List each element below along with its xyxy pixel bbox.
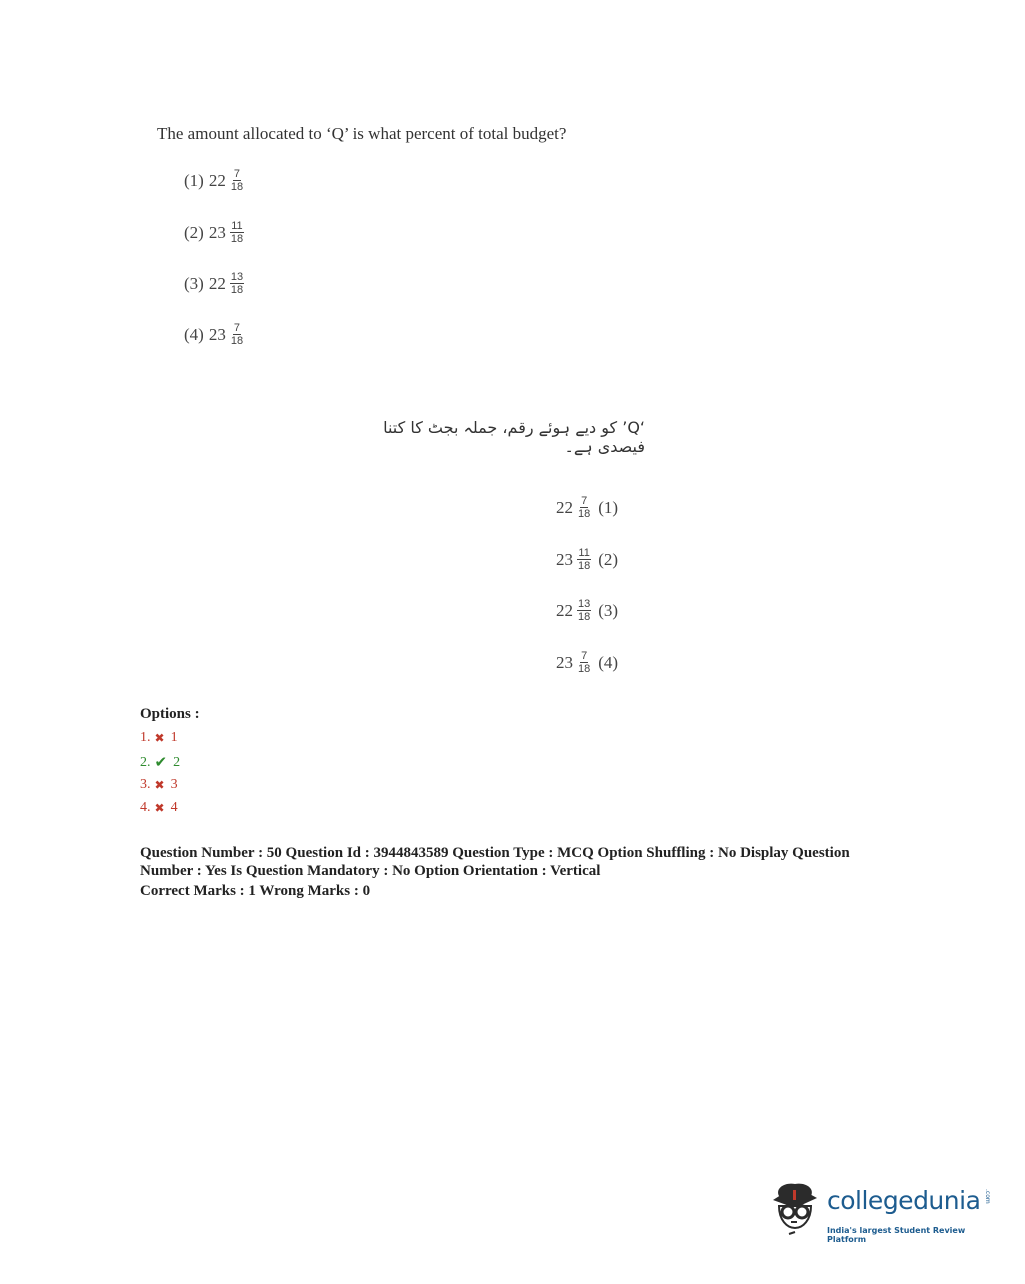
fraction-numerator: 11 xyxy=(231,220,243,232)
fraction-denominator: 18 xyxy=(230,335,244,347)
cross-icon: ✖ xyxy=(154,800,165,815)
option-number: (4) xyxy=(598,652,619,672)
option-fraction xyxy=(577,495,591,520)
option-whole: 23 xyxy=(556,549,573,569)
question-text-urdu: ‘Q’ کو دیے ہوئے رقم، جملہ بجٹ کا کتنا فیصدی ہے۔ xyxy=(383,418,645,456)
fraction-numerator: 7 xyxy=(233,322,241,334)
answer-value: 1 xyxy=(170,730,178,745)
answer-label: 2. xyxy=(140,754,151,770)
option-en-1 xyxy=(184,168,246,193)
option-fraction xyxy=(577,547,591,572)
option-whole: 23 xyxy=(556,652,573,672)
answer-label: 4. xyxy=(140,800,151,815)
answer-option-1 xyxy=(140,730,178,746)
option-number: (3) xyxy=(184,273,204,293)
option-whole: 22 xyxy=(556,600,573,620)
marks-info: Correct Marks : 1 Wrong Marks : 0 xyxy=(140,883,371,899)
option-ur-2 xyxy=(556,547,618,572)
option-number: (2) xyxy=(184,222,204,242)
option-fraction xyxy=(230,168,244,193)
fraction-numerator: 13 xyxy=(578,598,591,610)
option-whole: 22 xyxy=(556,497,573,517)
student-mascot-icon xyxy=(765,1178,825,1238)
fraction-denominator: 18 xyxy=(230,181,244,193)
answer-value: 2 xyxy=(173,754,181,770)
options-heading: Options : xyxy=(140,706,200,722)
answer-option-4 xyxy=(140,800,178,816)
option-en-4 xyxy=(184,322,246,347)
option-ur-4 xyxy=(556,650,618,675)
option-number: (2) xyxy=(598,549,619,569)
option-fraction xyxy=(577,598,591,623)
option-fraction xyxy=(577,650,591,675)
collegedunia-logo xyxy=(765,1178,995,1248)
option-number: (3) xyxy=(598,600,619,620)
option-whole: 23 xyxy=(208,324,226,344)
cross-icon: ✖ xyxy=(154,730,165,745)
option-ur-3 xyxy=(556,598,618,623)
fraction-denominator: 18 xyxy=(230,233,244,245)
fraction-denominator: 18 xyxy=(578,611,591,623)
fraction-denominator: 18 xyxy=(230,284,244,296)
checkmark-icon: ✔ xyxy=(154,755,168,771)
answer-value: 4 xyxy=(170,800,178,815)
logo-tagline: India's largest Student Review Platform xyxy=(827,1226,966,1244)
fraction-denominator: 18 xyxy=(578,663,591,675)
question-metadata: Question Number : 50 Question Id : 3944843589 Question Type : MCQ Option Shuffling : No Display Question Number : Yes Is Question Mandatory : No Option Orientation : Vertical xyxy=(140,845,850,879)
option-en-2 xyxy=(184,220,246,245)
fraction-denominator: 18 xyxy=(578,560,591,572)
option-number: (1) xyxy=(184,170,204,190)
answer-value: 3 xyxy=(170,777,178,792)
fraction-numerator: 7 xyxy=(581,650,588,662)
option-fraction xyxy=(230,322,244,347)
option-whole: 23 xyxy=(208,222,226,242)
answer-label: 3. xyxy=(140,777,151,792)
option-number: (1) xyxy=(598,497,619,517)
option-en-3 xyxy=(184,271,246,296)
fraction-numerator: 7 xyxy=(233,168,241,180)
cross-icon: ✖ xyxy=(154,777,165,792)
option-fraction xyxy=(230,220,244,245)
option-number: (4) xyxy=(184,324,204,344)
fraction-numerator: 11 xyxy=(578,547,590,559)
logo-wordmark: collegedunia xyxy=(827,1186,981,1215)
option-ur-1 xyxy=(556,495,618,520)
question-text-english: The amount allocated to ‘Q’ is what percent of total budget? xyxy=(157,124,567,143)
answer-option-3 xyxy=(140,777,178,793)
fraction-numerator: 13 xyxy=(230,271,244,283)
option-whole: 22 xyxy=(208,170,226,190)
logo-domain: .com xyxy=(984,1189,991,1204)
fraction-denominator: 18 xyxy=(578,508,591,520)
option-fraction xyxy=(230,271,244,296)
answer-option-2 xyxy=(140,753,180,772)
fraction-numerator: 7 xyxy=(581,495,588,507)
option-whole: 22 xyxy=(208,273,226,293)
answer-label: 1. xyxy=(140,730,151,745)
